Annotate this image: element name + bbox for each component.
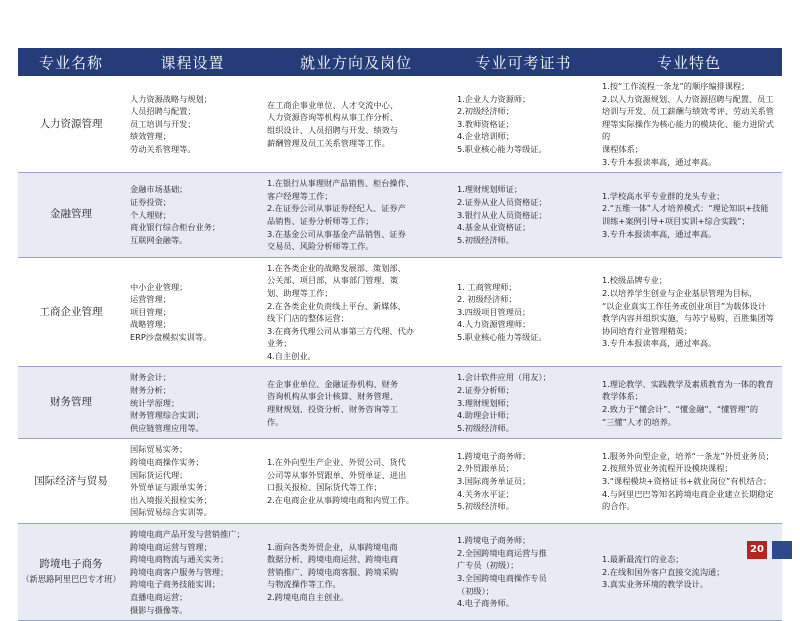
major-name	[18, 173, 124, 258]
table-row	[18, 367, 782, 439]
table-row	[18, 257, 782, 367]
certs-cell: 1.跨境电子商务师； 2.外贸跟单员； 3.国际商务单证员； 4.关务水平证； 5.初级经济师。	[451, 439, 596, 524]
majors-table-wrapper	[18, 48, 782, 621]
major-title: 金融管理	[50, 208, 92, 221]
table-header-row	[18, 48, 782, 76]
courses-cell: 人力资源战略与规划； 人员招聘与配置； 员工培训与开发； 绩效管理； 劳动关系管理等。	[124, 76, 261, 173]
major-name	[18, 439, 124, 524]
courses-cell: 财务会计； 财务分析； 统计学原理； 财务管理综合实训； 供应链管理应用等。	[124, 367, 261, 439]
table-row	[18, 524, 782, 621]
certs-cell: 1.跨境电子商务师； 2.全国跨境电商运营与推 广专员（初级）； 3.全国跨境电商操作专员 （初级）； 4.电子商务师。	[451, 524, 596, 621]
jobs-cell: 在工商企事业单位、人才交流中心、 人力资源咨询等机构从事工作分析、 组织设计、人员招聘与开发、绩效与 薪酬管理及员工关系管理等工作。	[261, 76, 451, 173]
major-name	[18, 257, 124, 367]
features-cell: 1.理论教学、实践教学及素质教育为一体的教育 教学体系； 2.致力于“懂会计”、“懂金融”、“懂管理”的 “三懂”人才的培养。	[596, 367, 782, 439]
certs-cell: 1.理财规划师证； 2.证券从业人员资格证； 3.银行从业人员资格证； 4.基金从业资格证； 5.初级经济师。	[451, 173, 596, 258]
major-title: 财务管理	[50, 396, 92, 409]
certs-cell: 1.企业人力资源师； 2.初级经济师； 3.教师资格证； 4.企业培训师； 5.职业核心能力等级证。	[451, 76, 596, 173]
header-certs: 专业可考证书	[451, 48, 596, 76]
features-cell: 1.服务外向型企业，培养“一条龙”外贸业务员； 2.按照外贸业务流程开设模块课程； 3.“课程模块+资格证书+就业岗位”有机结合； 4.与阿里巴巴等知名跨境电商企业建立长期稳定 的合作。	[596, 439, 782, 524]
courses-cell: 跨境电商产品开发与营销推广； 跨境电商运营与管理； 跨境电商物流与通关实务； 跨境电商客户服务与管理； 跨境电子商务技能实训； 直播电商运营； 摄影与摄像等。	[124, 524, 261, 621]
jobs-cell: 1.在外向型生产企业、外贸公司、货代 公司等从事外贸跟单、外贸单证、进出 口报关报检、国际货代等工作； 2.在电商企业从事跨境电商和内贸工作。	[261, 439, 451, 524]
majors-table	[18, 48, 782, 621]
courses-cell: 国际贸易实务； 跨境电商操作实务； 国际货运代理； 外贸单证与跟单实务； 出入境报关报检实务； 国际贸易综合实训等。	[124, 439, 261, 524]
features-cell: 1.校级品牌专业； 2.以培养学生创业与企业基层管理为目标， “以企业真实工作任务或创业项目”为载体设计 教学内容并组织实施，与苏宁易购、百胜集团等 协同培育行业管理精英； 3.专升本报读率高，通过率高。	[596, 257, 782, 367]
major-name	[18, 367, 124, 439]
major-subtitle: （新思路阿里巴巴专才班）	[21, 574, 121, 585]
jobs-cell: 1.在各类企业的战略发展部、策划部、 公关部、项目部，从事部门管理、策 划、助理等工作； 2.在各类企业负责线上平台、新媒体、 线下门店的整体运营； 3.在商务代理公司从事第三方代理、代办 业务； 4.自主创业。	[261, 257, 451, 367]
jobs-cell: 在企事业单位、金融证券机构、财务 咨询机构从事会计核算、财务管理、 理财规划、投资分析、财务咨询等工 作。	[261, 367, 451, 439]
major-title: 跨境电子商务	[39, 558, 103, 571]
header-features: 专业特色	[596, 48, 782, 76]
features-cell: 1.学校高水平专业群的龙头专业； 2.“五维一体”人才培养模式：“理论知识+技能 训练+案例引导+项目实训+综合实践”； 3.专升本报读率高，通过率高。	[596, 173, 782, 258]
major-name	[18, 524, 124, 621]
table-row	[18, 173, 782, 258]
page-number-badge: 20	[747, 541, 767, 559]
courses-cell: 金融市场基础； 证券投资； 个人理财； 商业银行综合柜台业务； 互联网金融等。	[124, 173, 261, 258]
major-title: 工商企业管理	[39, 305, 103, 318]
jobs-cell: 1.面向各类外贸企业，从事跨境电商 数据分析、跨境电商运营、跨境电商 营销推广、跨境电商客服、跨境采购 与物流操作等工作。 2.跨境电商自主创业。	[261, 524, 451, 621]
major-title: 国际经济与贸易	[34, 474, 108, 487]
certs-cell: 1. 工商管理师； 2. 初级经济师； 3.四级项目管理员； 4.人力资源管理师； 5.职业核心能力等级证。	[451, 257, 596, 367]
courses-cell: 中小企业管理； 运营管理； 项目管理； 战略管理； ERP沙盘模拟实训等。	[124, 257, 261, 367]
header-major: 专业名称	[18, 48, 124, 76]
features-cell: 1.最新最流行的业态； 2.在线和国外客户直接交流沟通； 3.真实业务环境的教学设计。	[596, 524, 782, 621]
major-title: 人力资源管理	[39, 117, 103, 130]
certs-cell: 1.会计软件应用（用友）； 2.证券分析师； 3.理财规划师； 4.助理会计师； 5.初级经济师。	[451, 367, 596, 439]
features-cell: 1.按“工作流程一条龙”的顺序编排课程； 2.以人力资源规划、人力资源招聘与配置、员工 培训与开发、员工薪酬与绩效考评、劳动关系管 理等实际操作为核心能力的模块化、能力进阶式的 课程体系； 3.专升本报读率高，通过率高。	[596, 76, 782, 173]
header-courses: 课程设置	[124, 48, 261, 76]
table-row	[18, 439, 782, 524]
major-name	[18, 76, 124, 173]
table-row	[18, 76, 782, 173]
corner-decoration	[772, 541, 792, 559]
jobs-cell: 1.在银行从事理财产品销售、柜台操作、 客户经理等工作； 2.在证券公司从事证券经纪人、证券产 品销售、证券分析师等工作； 3.在基金公司从事基金产品销售、证券 交易员、风险分析师等工作。	[261, 173, 451, 258]
header-jobs: 就业方向及岗位	[261, 48, 451, 76]
